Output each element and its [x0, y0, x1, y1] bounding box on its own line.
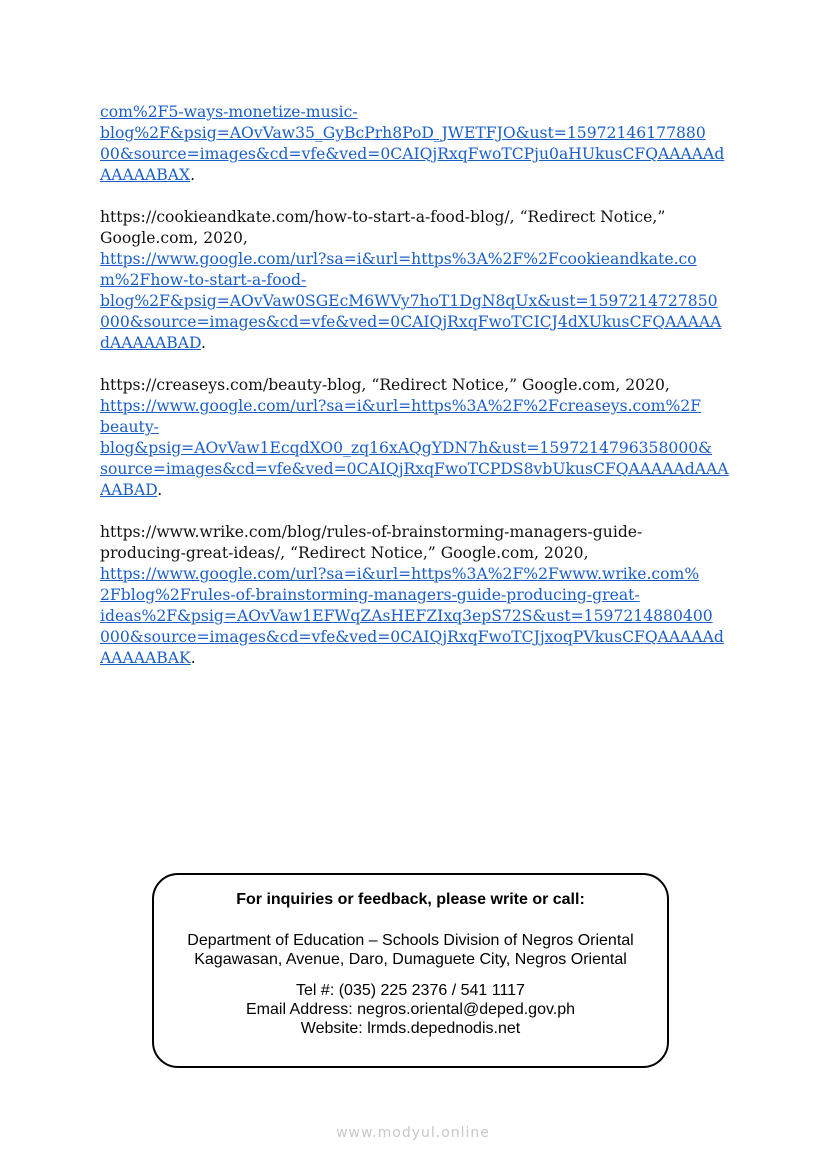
reference-link-line: [100, 333, 740, 354]
reference-entry: [100, 207, 740, 354]
reference-link-line: [100, 291, 740, 312]
reference-link[interactable]: AAAAABAK: [100, 649, 191, 667]
reference-link[interactable]: com%2F5-ways-monetize-music-: [100, 103, 358, 121]
reference-text-line: Google.com, 2020,: [100, 229, 248, 247]
reference-link-line: [100, 585, 740, 606]
reference-link-line: [100, 165, 740, 186]
contact-heading: For inquiries or feedback, please write or call:: [236, 891, 585, 908]
reference-link[interactable]: 2Fblog%2Frules-of-brainstorming-managers-guide-producing-great-: [100, 586, 640, 604]
reference-link-line: [100, 606, 740, 627]
reference-link-line: [100, 417, 740, 438]
reference-end-period: .: [200, 334, 206, 352]
reference-link-line: [100, 270, 740, 291]
reference-link-line: [100, 144, 740, 165]
reference-entry: [100, 102, 740, 186]
reference-link[interactable]: 000&source=images&cd=vfe&ved=0CAIQjRxqFwoTCJjxoqPVkusCFQAAAAAd: [100, 628, 724, 646]
email-address: Email Address: negros.oriental@deped.gov.ph: [245, 1001, 576, 1018]
reference-link-line: [100, 102, 740, 123]
reference-link-line: [100, 312, 740, 333]
reference-link[interactable]: 00&source=images&cd=vfe&ved=0CAIQjRxqFwoTCPju0aHUkusCFQAAAAAd: [100, 145, 725, 163]
reference-link[interactable]: beauty-: [100, 418, 159, 436]
reference-link[interactable]: ideas%2F&psig=AOvVaw1EFWqZAsHEFZIxq3epS72S&ust=1597214880400: [100, 607, 713, 625]
watermark: www.modyul.online: [336, 1125, 490, 1141]
reference-link[interactable]: source=images&cd=vfe&ved=0CAIQjRxqFwoTCPDS8vbUkusCFQAAAAAdAAA: [100, 460, 729, 478]
reference-text-line: https://www.wrike.com/blog/rules-of-brainstorming-managers-guide-: [100, 523, 643, 541]
contact-box: [152, 873, 669, 1068]
department-name: Department of Education – Schools Division of Negros Oriental: [187, 932, 634, 949]
reference-end-period: .: [190, 166, 196, 184]
reference-link-line: [100, 438, 740, 459]
reference-entry: [100, 522, 740, 669]
reference-link-line: [100, 648, 740, 669]
reference-text-line: producing-great-ideas/, “Redirect Notice,” Google.com, 2020,: [100, 544, 589, 562]
reference-link[interactable]: blog%2F&psig=AOvVaw0SGEcM6WVy7hoT1DgN8qUx&ust=1597214727850: [100, 292, 718, 310]
reference-link-line: [100, 123, 740, 144]
reference-link[interactable]: blog&psig=AOvVaw1EcqdXO0_zq16xAQgYDN7h&ust=1597214796358000&: [100, 439, 713, 457]
reference-end-period: .: [190, 649, 196, 667]
reference-link-line: [100, 627, 740, 648]
reference-link-line: [100, 564, 740, 585]
reference-link[interactable]: dAAAAABAD: [100, 334, 201, 352]
telephone: Tel #: (035) 225 2376 / 541 1117: [296, 982, 525, 999]
reference-link[interactable]: m%2Fhow-to-start-a-food-: [100, 271, 307, 289]
references-list: [100, 102, 740, 690]
website: Website: lrmds.depednodis.net: [300, 1020, 521, 1037]
reference-text-line: https://creaseys.com/beauty-blog, “Redirect Notice,” Google.com, 2020,: [100, 376, 670, 394]
reference-end-period: .: [157, 481, 163, 499]
reference-text-line: https://cookieandkate.com/how-to-start-a-food-blog/, “Redirect Notice,”: [100, 208, 666, 226]
reference-link[interactable]: https://www.google.com/url?sa=i&url=https%3A%2F%2Fcreaseys.com%2F: [100, 397, 702, 415]
reference-link[interactable]: 000&source=images&cd=vfe&ved=0CAIQjRxqFwoTCICJ4dXUkusCFQAAAAA: [100, 313, 722, 331]
reference-entry: [100, 375, 740, 501]
reference-link-line: [100, 396, 740, 417]
reference-link-line: [100, 480, 740, 501]
reference-link[interactable]: blog%2F&psig=AOvVaw35_GyBcPrh8PoD_JWETFJO&ust=15972146177880: [100, 124, 706, 142]
reference-link[interactable]: AAAAABAX: [100, 166, 191, 184]
department-address: Kagawasan, Avenue, Daro, Dumaguete City, Negros Oriental: [194, 951, 627, 968]
reference-link[interactable]: https://www.google.com/url?sa=i&url=https%3A%2F%2Fcookieandkate.co: [100, 250, 697, 268]
reference-link-line: [100, 249, 740, 270]
reference-link[interactable]: AABAD: [100, 481, 158, 499]
reference-link[interactable]: https://www.google.com/url?sa=i&url=https%3A%2F%2Fwww.wrike.com%: [100, 565, 700, 583]
reference-link-line: [100, 459, 740, 480]
